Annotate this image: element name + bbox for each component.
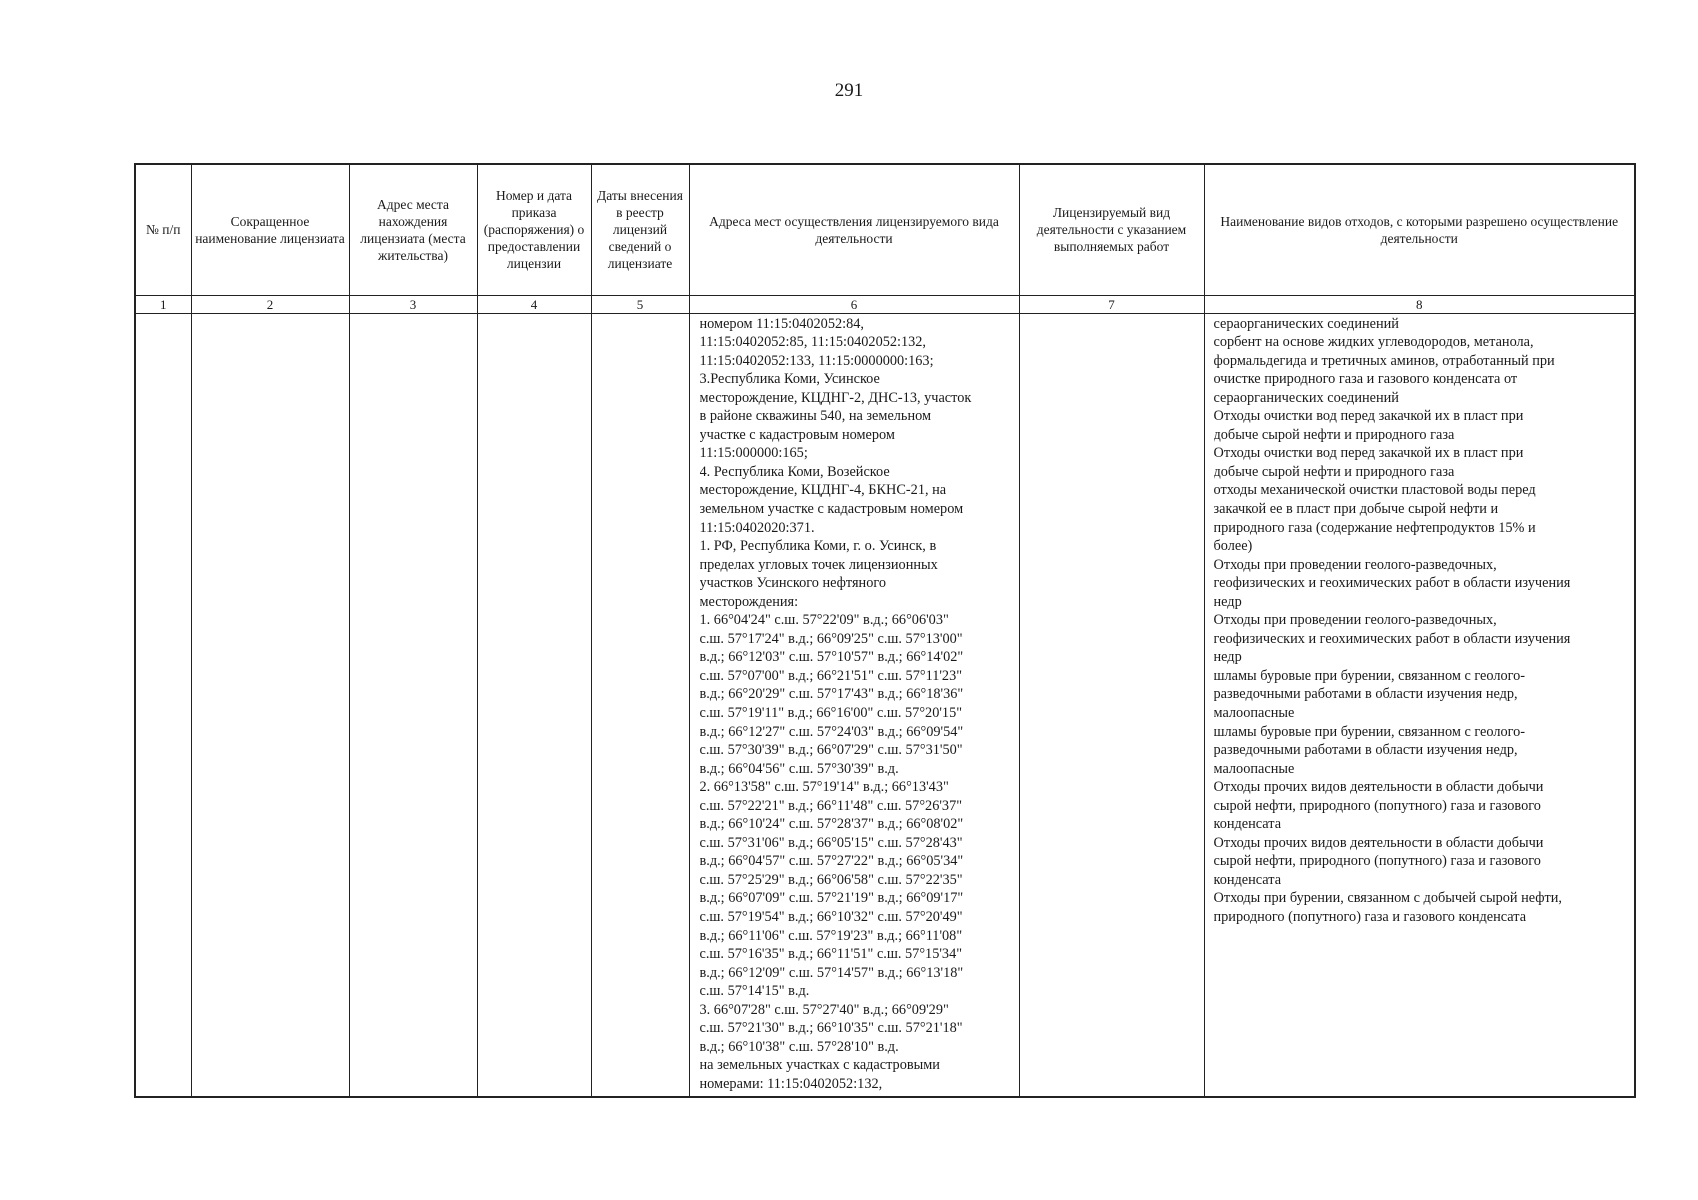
text-line: с.ш. 57°16'35" в.д.; 66°11'51" с.ш. 57°15'34": [699, 946, 963, 963]
text-line: малоопасные: [1213, 704, 1295, 721]
text-line: недр: [1213, 649, 1242, 666]
text-line: сорбент на основе жидких углеводородов, метанола,: [1213, 334, 1534, 351]
text-line: с.ш. 57°30'39" в.д.; 66°07'29" с.ш. 57°31'50": [699, 742, 963, 759]
text-line: сырой нефти, природного (попутного) газа и газового: [1213, 853, 1541, 870]
text-line: в.д.; 66°12'09" с.ш. 57°14'57" в.д.; 66°13'18": [699, 964, 964, 981]
column-number-row: [135, 295, 1635, 313]
column-number: 8: [1204, 295, 1635, 313]
column-number: 4: [477, 295, 591, 313]
text-line: месторождения:: [699, 593, 799, 610]
cell-registry-dates: [591, 313, 689, 1097]
text-line: природного (попутного) газа и газового конденсата: [1213, 909, 1527, 925]
text-line: в.д.; 66°20'29" с.ш. 57°17'43" в.д.; 66°18'36": [699, 686, 964, 703]
text-line: на земельных участках с кадастровыми: [699, 1057, 940, 1074]
text-line: сераорганических соединений: [1213, 315, 1399, 332]
text-line: с.ш. 57°25'29" в.д.; 66°06'58" с.ш. 57°22'35": [699, 871, 963, 888]
text-line: формальдегида и третичных аминов, отработанный при: [1213, 352, 1555, 369]
text-line: 3.Республика Коми, Усинское: [699, 371, 880, 388]
header-cell-8: Наименование видов отходов, с которыми разрешено осуществление деятельности: [1204, 164, 1635, 295]
text-line: в районе скважины 540, на земельном: [699, 408, 932, 425]
column-number: 2: [191, 295, 349, 313]
text-line: с.ш. 57°22'21" в.д.; 66°11'48" с.ш. 57°26'37": [699, 797, 963, 814]
text-line: 11:15:0402052:85, 11:15:0402052:132,: [699, 334, 927, 351]
text-line: более): [1213, 538, 1253, 555]
text-line: в.д.; 66°10'38" с.ш. 57°28'10" в.д.: [699, 1038, 899, 1055]
column-number: 5: [591, 295, 689, 313]
text-line: 3. 66°07'28" с.ш. 57°27'40" в.д.; 66°09'29": [699, 1001, 949, 1018]
header-cell-3: Адрес места нахождения лицензиата (места жительства): [349, 164, 477, 295]
text-line: в.д.; 66°07'09" с.ш. 57°21'19" в.д.; 66°09'17": [699, 890, 964, 907]
text-line: участке с кадастровым номером: [699, 426, 895, 443]
text-line: разведочными работами в области изучения недр,: [1213, 686, 1518, 703]
header-cell-7: Лицензируемый вид деятельности с указанием выполняемых работ: [1019, 164, 1204, 295]
text-line: Отходы при проведении геолого-разведочных,: [1213, 556, 1497, 573]
text-line: в.д.; 66°11'06" с.ш. 57°19'23" в.д.; 66°11'08": [699, 927, 963, 944]
text-line: в.д.; 66°12'03" с.ш. 57°10'57" в.д.; 66°14'02": [699, 649, 964, 666]
text-line: номером 11:15:0402052:84,: [699, 315, 864, 332]
header-cell-4: Номер и дата приказа (распоряжения) о предоставлении лицензии: [477, 164, 591, 295]
license-registry-table: [134, 163, 1636, 1098]
column-number: 6: [689, 295, 1019, 313]
text-line: закачкой ее в пласт при добыче сырой нефти и: [1213, 500, 1499, 517]
cell-number: [135, 313, 191, 1097]
text-line: 4. Республика Коми, Возейское: [699, 463, 890, 480]
header-row: [135, 164, 1635, 295]
text-line: Отходы при бурении, связанном с добычей сырой нефти,: [1213, 890, 1563, 907]
page-number: 291: [834, 80, 864, 101]
text-line: конденсата: [1213, 871, 1282, 888]
cell-licensee-name: [191, 313, 349, 1097]
column-number: 1: [135, 295, 191, 313]
cell-licensed-activity: [1019, 313, 1204, 1097]
text-line: Отходы прочих видов деятельности в области добычи: [1213, 779, 1544, 796]
text-line: номерами: 11:15:0402052:132,: [699, 1075, 883, 1092]
cell-licensee-address: [349, 313, 477, 1097]
text-line: Отходы при проведении геолого-разведочных,: [1213, 612, 1497, 629]
text-line: 11:15:0402020:371.: [699, 519, 815, 536]
text-line: Отходы прочих видов деятельности в области добычи: [1213, 834, 1544, 851]
text-line: добыче сырой нефти и природного газа: [1213, 426, 1455, 443]
text-line: с.ш. 57°19'11" в.д.; 66°16'00" с.ш. 57°20'15": [699, 704, 963, 721]
text-line: шламы буровые при бурении, связанном с геолого-: [1213, 667, 1526, 684]
text-line: 1. РФ, Республика Коми, г. о. Усинск, в: [699, 538, 937, 555]
header-cell-2: Сокращенное наименование лицензиата: [191, 164, 349, 295]
text-line: Отходы очистки вод перед закачкой их в пласт при: [1213, 445, 1524, 462]
text-line: разведочными работами в области изучения недр,: [1213, 742, 1518, 759]
text-line: шламы буровые при бурении, связанном с геолого-: [1213, 723, 1526, 740]
text-line: добыче сырой нефти и природного газа: [1213, 463, 1455, 480]
text-line: очистке природного газа и газового конденсата от: [1213, 371, 1518, 388]
text-line: геофизических и геохимических работ в области изучения: [1213, 630, 1571, 647]
text-line: с.ш. 57°31'06" в.д.; 66°05'15" с.ш. 57°28'43": [699, 834, 963, 851]
text-line: в.д.; 66°04'56" с.ш. 57°30'39" в.д.: [699, 760, 899, 777]
text-line: сырой нефти, природного (попутного) газа и газового: [1213, 797, 1541, 814]
text-line: Отходы очистки вод перед закачкой их в пласт при: [1213, 408, 1524, 425]
text-line: 2. 66°13'58" с.ш. 57°19'14" в.д.; 66°13'43": [699, 779, 949, 796]
cell-order-number-date: [477, 313, 591, 1097]
table-row: [135, 313, 1635, 1097]
header-cell-6: Адреса мест осуществления лицензируемого вида деятельности: [689, 164, 1019, 295]
text-line: в.д.; 66°04'57" с.ш. 57°27'22" в.д.; 66°05'34": [699, 853, 964, 870]
text-line: месторождение, КЦДНГ-2, ДНС-13, участок: [699, 389, 972, 406]
text-line: 11:15:0402052:133, 11:15:0000000:163;: [699, 352, 934, 369]
text-line: земельном участке с кадастровым номером: [699, 500, 964, 517]
text-line: недр: [1213, 593, 1242, 610]
text-line: пределах угловых точек лицензионных: [699, 556, 938, 573]
text-line: участков Усинского нефтяного: [699, 575, 886, 592]
text-line: конденсата: [1213, 816, 1282, 833]
header-cell-5: Даты внесения в реестр лицензий сведений о лицензиате: [591, 164, 689, 295]
text-line: 1. 66°04'24" с.ш. 57°22'09" в.д.; 66°06'03": [699, 612, 949, 629]
text-line: месторождение, КЦДНГ-4, БКНС-21, на: [699, 482, 947, 499]
text-line: в.д.; 66°12'27" с.ш. 57°24'03" в.д.; 66°09'54": [699, 723, 964, 740]
text-line: сераорганических соединений: [1213, 389, 1399, 406]
column-number: 7: [1019, 295, 1204, 313]
text-line: с.ш. 57°17'24" в.д.; 66°09'25" с.ш. 57°13'00": [699, 630, 963, 647]
text-line: геофизических и геохимических работ в области изучения: [1213, 575, 1571, 592]
text-line: с.ш. 57°21'30" в.д.; 66°10'35" с.ш. 57°21'18": [699, 1020, 963, 1037]
header-cell-1: № п/п: [135, 164, 191, 295]
text-line: с.ш. 57°07'00" в.д.; 66°21'51" с.ш. 57°11'23": [699, 667, 963, 684]
text-line: отходы механической очистки пластовой воды перед: [1213, 482, 1536, 499]
column-number: 3: [349, 295, 477, 313]
text-line: в.д.; 66°10'24" с.ш. 57°28'37" в.д.; 66°08'02": [699, 816, 964, 833]
text-line: природного газа (содержание нефтепродуктов 15% и: [1213, 519, 1536, 536]
cell-waste-types: [1204, 313, 1635, 1097]
text-line: с.ш. 57°19'54" в.д.; 66°10'32" с.ш. 57°20'49": [699, 909, 963, 925]
cell-activity-addresses: [689, 313, 1019, 1097]
text-line: с.ш. 57°14'15" в.д.: [699, 983, 810, 1000]
text-line: 11:15:000000:165;: [699, 445, 808, 462]
text-line: малоопасные: [1213, 760, 1295, 777]
